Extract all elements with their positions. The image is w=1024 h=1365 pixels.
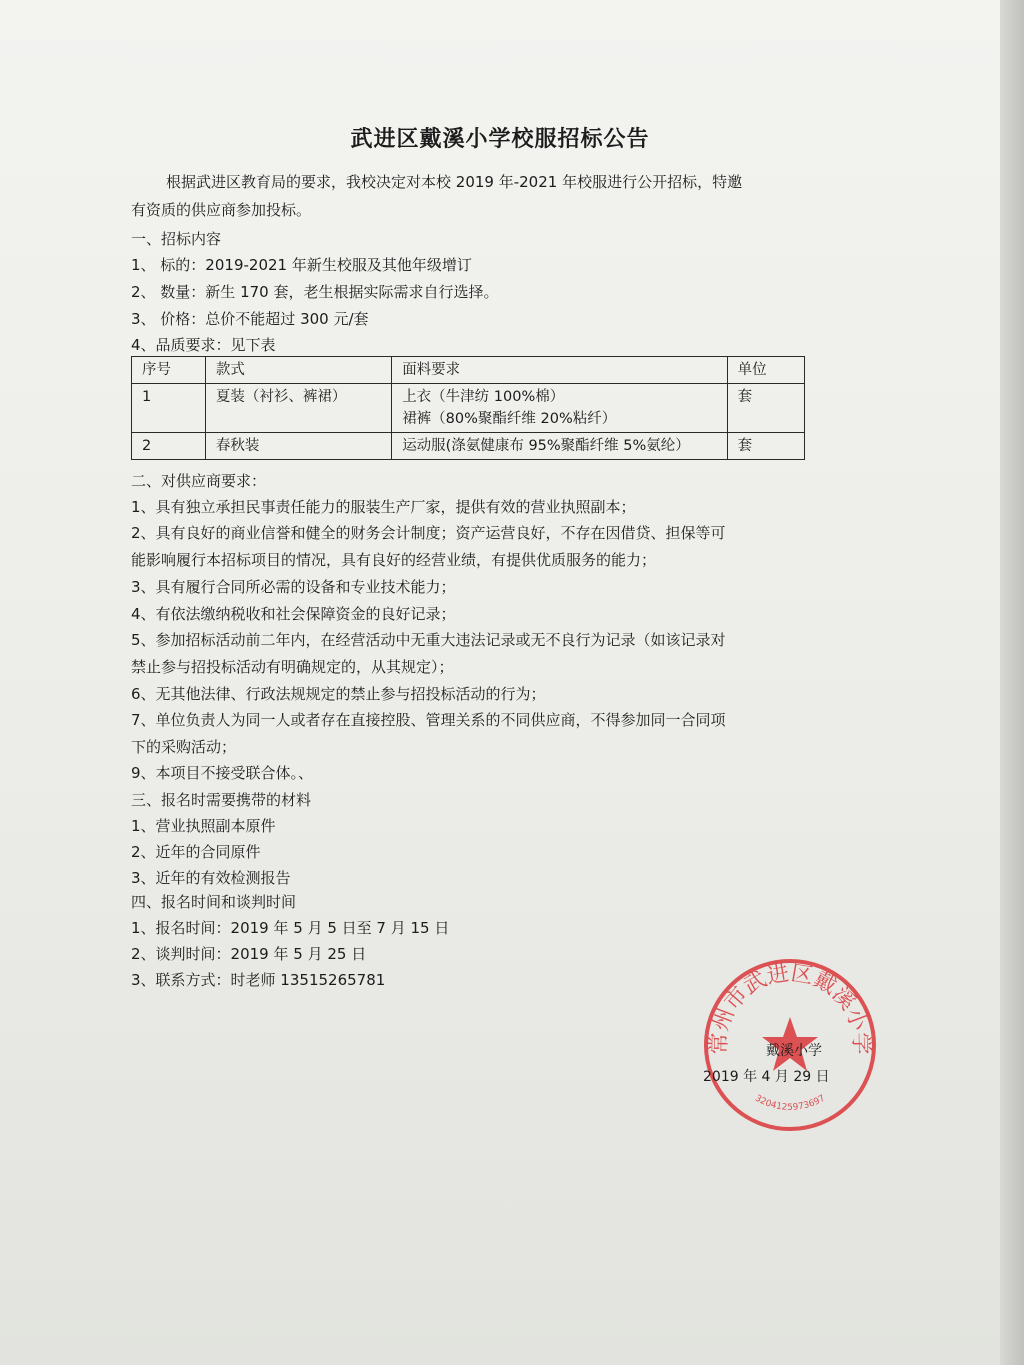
section-4-line: 3、联系方式：时老师 13515265781 [131,971,386,989]
section-4-heading: 四、报名时间和谈判时间 [131,893,297,911]
header-cell-unit: 单位 [727,357,804,384]
cell-unit: 套 [727,384,804,433]
fabric-line: 上衣（牛津纺 100%棉） [402,389,565,405]
section-2-line: 3、具有履行合同所必需的设备和专业技术能力； [131,578,456,596]
cell-no: 2 [132,433,206,460]
section-1-heading: 一、招标内容 [131,230,222,248]
section-2-line: 能影响履行本招标项目的情况，具有良好的经营业绩，有提供优质服务的能力； [131,551,657,569]
background-edge [1000,0,1024,1365]
page-title: 武进区戴溪小学校服招标公告 [350,127,650,152]
section-2-heading: 二、对供应商要求： [131,472,267,490]
section-4-line: 1、报名时间：2019 年 5 月 5 日至 7 月 15 日 [131,919,450,937]
section-2-line: 1、具有独立承担民事责任能力的服装生产厂家，提供有效的营业执照副本； [131,498,636,516]
table-row [132,433,805,460]
section-3-line: 2、近年的合同原件 [131,843,261,861]
stamp-text: 常州市武进区戴溪小学 [706,961,874,1055]
cell-unit: 套 [727,433,804,460]
section-3-line: 3、近年的有效检测报告 [131,869,291,887]
stamp-code: 3204125973697 [753,1093,827,1113]
section-2-line: 6、无其他法律、行政法规规定的禁止参与招投标活动的行为； [131,685,546,703]
section-1-item: 1、 标的：2019-2021 年新生校服及其他年级增订 [131,256,472,274]
section-2-line: 5、参加招标活动前二年内，在经营活动中无重大违法记录或无不良行为记录（如该记录对 [131,631,726,649]
cell-no: 1 [132,384,206,433]
section-2-line: 2、具有良好的商业信誉和健全的财务会计制度；资产运营良好，不存在因借贷、担保等可 [131,524,726,542]
signature-org: 戴溪小学 [766,1043,822,1059]
quality-spec-table [131,356,805,460]
header-cell-fabric: 面料要求 [392,357,727,384]
section-2-line: 下的采购活动； [131,738,237,756]
section-3-line: 1、营业执照副本原件 [131,817,276,835]
cell-fabric [392,384,727,433]
section-1-item: 4、品质要求：见下表 [131,336,276,354]
intro-line-2: 有资质的供应商参加投标。 [131,201,312,219]
section-2-line: 7、单位负责人为同一人或者存在直接控股、管理关系的不同供应商，不得参加同一合同项 [131,711,726,729]
fabric-line: 裙裤（80%聚酯纤维 20%粘纤） [402,411,617,427]
signature-date: 2019 年 4 月 29 日 [703,1069,830,1085]
table-row [132,384,805,433]
cell-style: 春秋装 [205,433,391,460]
header-cell-no: 序号 [132,357,206,384]
section-2-line: 禁止参与招投标活动有明确规定的，从其规定）； [131,658,454,676]
section-1-item: 3、 价格：总价不能超过 300 元/套 [131,310,369,328]
cell-style: 夏装（衬衫、裤裙） [205,384,391,433]
intro-line-1: 根据武进区教育局的要求，我校决定对本校 2019 年-2021 年校服进行公开招标，特邀 [166,173,743,191]
section-1-item: 2、 数量：新生 170 套，老生根据实际需求自行选择。 [131,283,499,301]
header-cell-style: 款式 [205,357,391,384]
section-4-line: 2、谈判时间：2019 年 5 月 25 日 [131,945,367,963]
cell-fabric: 运动服(涤氨健康布 95%聚酯纤维 5%氨纶） [392,433,727,460]
section-2-line: 9、本项目不接受联合体。、 [131,764,314,782]
section-3-heading: 三、报名时需要携带的材料 [131,791,312,809]
section-2-line: 4、有依法缴纳税收和社会保障资金的良好记录； [131,605,456,623]
table-header-row [132,357,805,384]
